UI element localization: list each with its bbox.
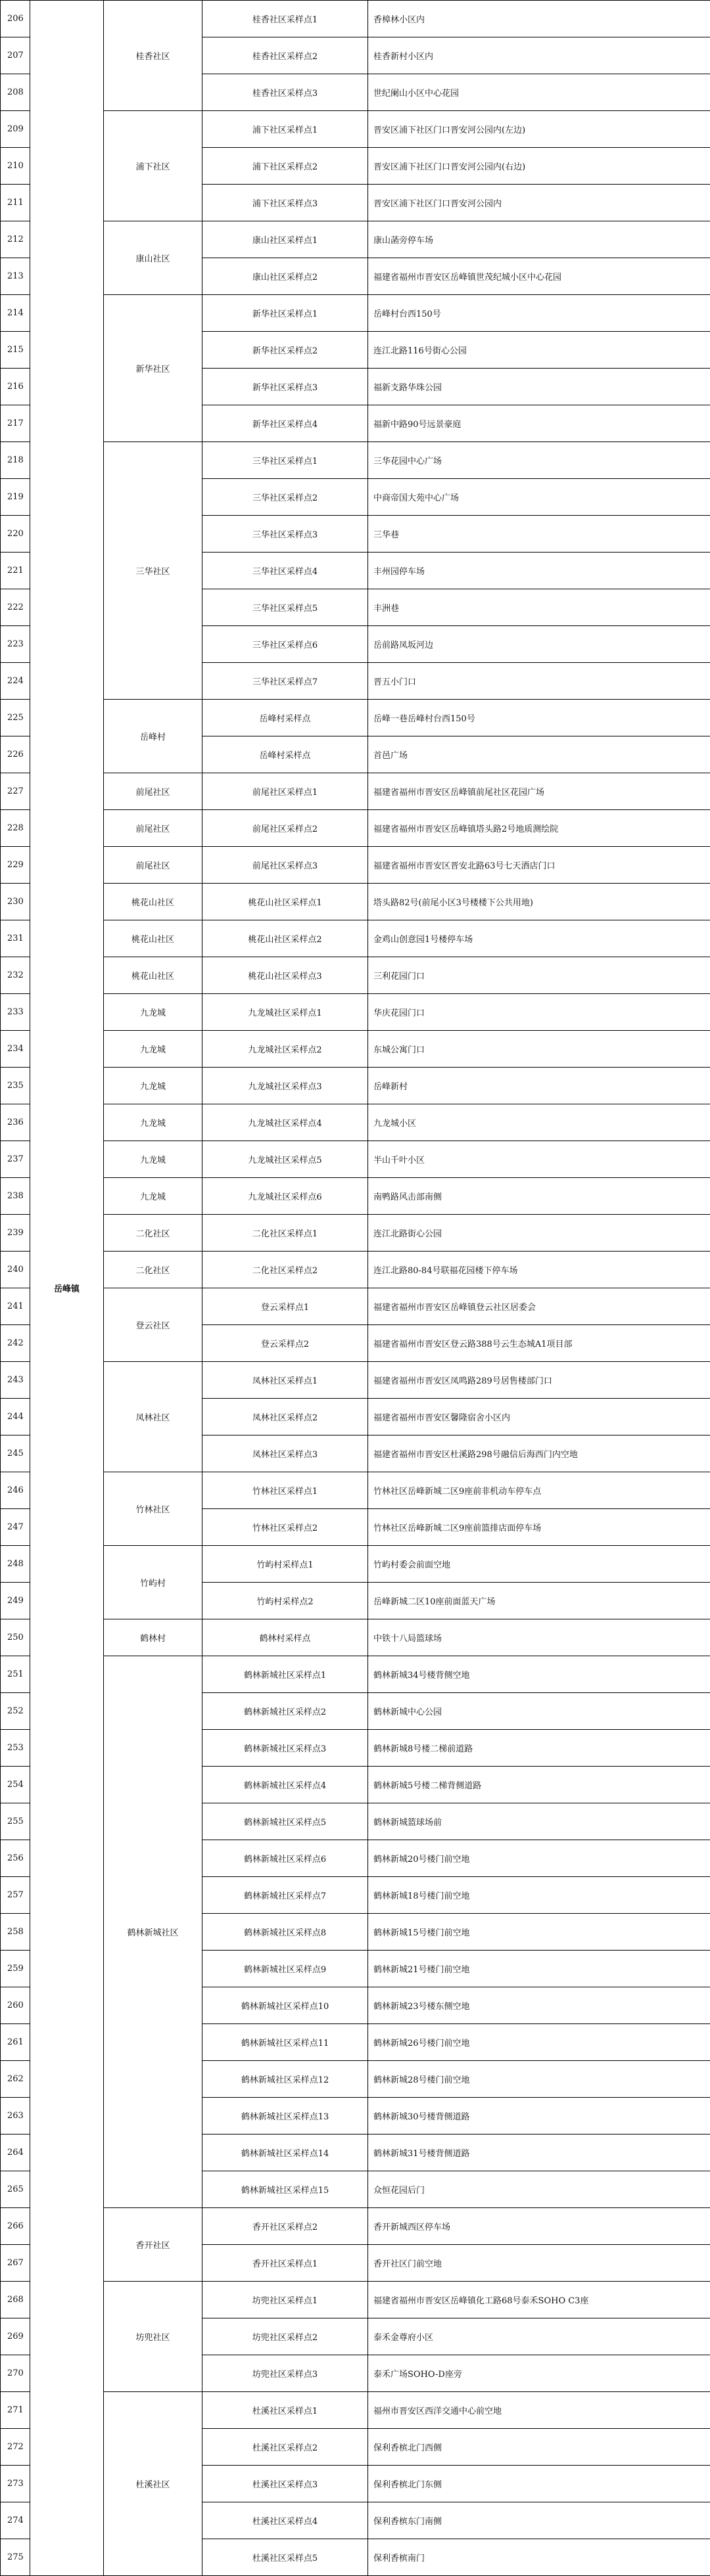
- sampling-site-cell: 三华社区采样点5: [202, 589, 368, 626]
- sampling-site-cell: 九龙城社区采样点4: [202, 1104, 368, 1141]
- table-row: [1, 1252, 710, 1288]
- address-cell: 华庆花园门口: [368, 994, 710, 1031]
- sampling-site-cell: 香开社区采样点1: [202, 2245, 368, 2282]
- row-number-cell: 232: [1, 957, 30, 994]
- table-row: [1, 442, 710, 479]
- row-number-cell: 258: [1, 1914, 30, 1951]
- row-number-cell: 270: [1, 2355, 30, 2392]
- row-number-cell: 209: [1, 111, 30, 148]
- address-cell: 鹤林新城23号楼东侧空地: [368, 1987, 710, 2024]
- row-number-cell: 267: [1, 2245, 30, 2282]
- table-row: [1, 221, 710, 258]
- sampling-site-cell: 前尾社区采样点3: [202, 847, 368, 884]
- sampling-site-cell: 杜溪社区采样点2: [202, 2429, 368, 2466]
- address-cell: 香开社区门前空地: [368, 2245, 710, 2282]
- address-cell: 塔头路82号(前尾小区3号楼楼下公共用地): [368, 884, 710, 920]
- sampling-site-cell: 九龙城社区采样点3: [202, 1068, 368, 1104]
- address-cell: 康山菡旁停车场: [368, 221, 710, 258]
- address-cell: 东城公寓门口: [368, 1031, 710, 1068]
- sampling-site-cell: 鹤林新城社区采样点8: [202, 1914, 368, 1951]
- address-cell: 鹤林新城21号楼门前空地: [368, 1951, 710, 1987]
- sampling-site-cell: 桂香社区采样点2: [202, 37, 368, 74]
- sampling-site-cell: 桃花山社区采样点1: [202, 884, 368, 920]
- sampling-site-cell: 凤林社区采样点3: [202, 1435, 368, 1472]
- table-row: [1, 1068, 710, 1104]
- community-cell: 竹屿村: [104, 1546, 202, 1619]
- address-cell: 鹤林新城20号楼门前空地: [368, 1840, 710, 1877]
- sampling-site-cell: 鹤林新城社区采样点13: [202, 2098, 368, 2135]
- address-cell: 三华花园中心广场: [368, 442, 710, 479]
- community-cell: 前尾社区: [104, 810, 202, 847]
- row-number-cell: 222: [1, 589, 30, 626]
- community-cell: 鹤林新城社区: [104, 1656, 202, 2208]
- address-cell: 福建省福州市晋安区馨隆宿舍小区内: [368, 1399, 710, 1435]
- table-row: [1, 1362, 710, 1399]
- row-number-cell: 236: [1, 1104, 30, 1141]
- sampling-site-cell: 三华社区采样点4: [202, 553, 368, 589]
- sampling-site-cell: 鹤林新城社区采样点12: [202, 2061, 368, 2098]
- address-cell: 福建省福州市晋安区岳峰镇世茂纪城小区中心花园: [368, 258, 710, 295]
- row-number-cell: 213: [1, 258, 30, 295]
- row-number-cell: 264: [1, 2135, 30, 2171]
- sampling-site-cell: 坊兜社区采样点2: [202, 2318, 368, 2355]
- row-number-cell: 251: [1, 1656, 30, 1693]
- row-number-cell: 229: [1, 847, 30, 884]
- address-cell: 保利香槟北门东侧: [368, 2466, 710, 2502]
- address-cell: 福建省福州市晋安区岳峰镇登云社区居委会: [368, 1288, 710, 1325]
- sampling-site-cell: 杜溪社区采样点5: [202, 2539, 368, 2576]
- sampling-site-cell: 竹屿村采样点1: [202, 1546, 368, 1583]
- community-cell: 香开社区: [104, 2208, 202, 2282]
- table-row: [1, 2282, 710, 2318]
- row-number-cell: 253: [1, 1730, 30, 1767]
- sampling-site-cell: 香开社区采样点2: [202, 2208, 368, 2245]
- community-cell: 康山社区: [104, 221, 202, 295]
- sampling-site-cell: 三华社区采样点3: [202, 516, 368, 553]
- address-cell: 泰禾金尊府小区: [368, 2318, 710, 2355]
- row-number-cell: 250: [1, 1619, 30, 1656]
- table-row: [1, 1178, 710, 1215]
- address-cell: 鹤林新城26号楼门前空地: [368, 2024, 710, 2061]
- address-cell: 连江北路街心公园: [368, 1215, 710, 1252]
- community-cell: 桃花山社区: [104, 957, 202, 994]
- address-cell: 香开新城西区停车场: [368, 2208, 710, 2245]
- community-cell: 九龙城: [104, 1031, 202, 1068]
- community-cell: 桃花山社区: [104, 884, 202, 920]
- row-number-cell: 271: [1, 2392, 30, 2429]
- row-number-cell: 230: [1, 884, 30, 920]
- community-cell: 前尾社区: [104, 847, 202, 884]
- address-cell: 岳峰新城二区10座前面蓝天广场: [368, 1583, 710, 1619]
- row-number-cell: 212: [1, 221, 30, 258]
- community-cell: 三华社区: [104, 442, 202, 700]
- address-cell: 众恒花园后门: [368, 2171, 710, 2208]
- row-number-cell: 214: [1, 295, 30, 332]
- row-number-cell: 218: [1, 442, 30, 479]
- address-cell: 南鸭路风击部南侧: [368, 1178, 710, 1215]
- row-number-cell: 254: [1, 1767, 30, 1803]
- sampling-site-cell: 鹤林新城社区采样点7: [202, 1877, 368, 1914]
- address-cell: 晋安区浦下社区门口晋安河公园内(右边): [368, 148, 710, 185]
- sampling-site-cell: 登云采样点1: [202, 1288, 368, 1325]
- address-cell: 连江北路116号街心公园: [368, 332, 710, 369]
- sampling-site-cell: 竹林社区采样点2: [202, 1509, 368, 1546]
- table-body: [1, 1, 710, 2576]
- table-row: [1, 2392, 710, 2429]
- sampling-site-cell: 杜溪社区采样点1: [202, 2392, 368, 2429]
- table-row: [1, 1141, 710, 1178]
- row-number-cell: 260: [1, 1987, 30, 2024]
- sampling-site-cell: 桂香社区采样点1: [202, 1, 368, 37]
- community-cell: 九龙城: [104, 1178, 202, 1215]
- sampling-site-cell: 三华社区采样点6: [202, 626, 368, 663]
- address-cell: 福新支路华珠公园: [368, 369, 710, 405]
- sampling-site-cell: 鹤林新城社区采样点9: [202, 1951, 368, 1987]
- sampling-site-cell: 鹤林村采样点: [202, 1619, 368, 1656]
- row-number-cell: 239: [1, 1215, 30, 1252]
- community-cell: 凤林社区: [104, 1362, 202, 1472]
- row-number-cell: 268: [1, 2282, 30, 2318]
- row-number-cell: 208: [1, 74, 30, 111]
- sampling-site-cell: 鹤林新城社区采样点10: [202, 1987, 368, 2024]
- sampling-site-cell: 凤林社区采样点2: [202, 1399, 368, 1435]
- table-row: [1, 1619, 710, 1656]
- table-row: [1, 700, 710, 736]
- row-number-cell: 265: [1, 2171, 30, 2208]
- sampling-site-cell: 九龙城社区采样点5: [202, 1141, 368, 1178]
- sampling-site-cell: 岳峰村采样点: [202, 736, 368, 773]
- table-row: [1, 1546, 710, 1583]
- sampling-site-cell: 新华社区采样点1: [202, 295, 368, 332]
- sampling-site-cell: 杜溪社区采样点3: [202, 2466, 368, 2502]
- sampling-site-cell: 九龙城社区采样点6: [202, 1178, 368, 1215]
- sampling-site-cell: 前尾社区采样点2: [202, 810, 368, 847]
- sampling-site-cell: 坊兜社区采样点1: [202, 2282, 368, 2318]
- sampling-site-cell: 九龙城社区采样点1: [202, 994, 368, 1031]
- row-number-cell: 272: [1, 2429, 30, 2466]
- row-number-cell: 245: [1, 1435, 30, 1472]
- address-cell: 晋五小门口: [368, 663, 710, 700]
- address-cell: 半山千叶小区: [368, 1141, 710, 1178]
- address-cell: 保利香槟东门南侧: [368, 2502, 710, 2539]
- row-number-cell: 273: [1, 2466, 30, 2502]
- sampling-site-cell: 新华社区采样点3: [202, 369, 368, 405]
- row-number-cell: 246: [1, 1472, 30, 1509]
- row-number-cell: 207: [1, 37, 30, 74]
- address-cell: 泰禾广场SOHO-D座旁: [368, 2355, 710, 2392]
- address-cell: 福建省福州市晋安区岳峰镇前尾社区花园广场: [368, 773, 710, 810]
- address-cell: 香樟林小区内: [368, 1, 710, 37]
- table-row: [1, 1215, 710, 1252]
- row-number-cell: 235: [1, 1068, 30, 1104]
- table-row: [1, 994, 710, 1031]
- row-number-cell: 206: [1, 1, 30, 37]
- row-number-cell: 238: [1, 1178, 30, 1215]
- table-row: [1, 810, 710, 847]
- address-cell: 鹤林新城5号楼二梯背侧道路: [368, 1767, 710, 1803]
- sampling-site-cell: 岳峰村采样点: [202, 700, 368, 736]
- sampling-site-cell: 鹤林新城社区采样点15: [202, 2171, 368, 2208]
- address-cell: 丰洲巷: [368, 589, 710, 626]
- sampling-site-cell: 鹤林新城社区采样点14: [202, 2135, 368, 2171]
- address-cell: 晋安区浦下社区门口晋安河公园内(左边): [368, 111, 710, 148]
- address-cell: 鹤林新城31号楼背侧道路: [368, 2135, 710, 2171]
- address-cell: 竹屿村委会前面空地: [368, 1546, 710, 1583]
- row-number-cell: 226: [1, 736, 30, 773]
- sampling-site-cell: 康山社区采样点2: [202, 258, 368, 295]
- sampling-site-cell: 新华社区采样点2: [202, 332, 368, 369]
- row-number-cell: 248: [1, 1546, 30, 1583]
- row-number-cell: 263: [1, 2098, 30, 2135]
- address-cell: 三利花园门口: [368, 957, 710, 994]
- address-cell: 岳峰村台西150号: [368, 295, 710, 332]
- row-number-cell: 234: [1, 1031, 30, 1068]
- sampling-site-cell: 新华社区采样点4: [202, 405, 368, 442]
- community-cell: 登云社区: [104, 1288, 202, 1362]
- row-number-cell: 216: [1, 369, 30, 405]
- address-cell: 福建省福州市晋安区岳峰镇塔头路2号地质测绘院: [368, 810, 710, 847]
- row-number-cell: 219: [1, 479, 30, 516]
- community-cell: 二化社区: [104, 1252, 202, 1288]
- table-row: [1, 1656, 710, 1693]
- community-cell: 桃花山社区: [104, 920, 202, 957]
- row-number-cell: 224: [1, 663, 30, 700]
- sampling-site-cell: 杜溪社区采样点4: [202, 2502, 368, 2539]
- community-cell: 前尾社区: [104, 773, 202, 810]
- row-number-cell: 227: [1, 773, 30, 810]
- row-number-cell: 252: [1, 1693, 30, 1730]
- sampling-site-cell: 三华社区采样点2: [202, 479, 368, 516]
- address-cell: 岳前路凤坂河边: [368, 626, 710, 663]
- row-number-cell: 274: [1, 2502, 30, 2539]
- row-number-cell: 242: [1, 1325, 30, 1362]
- address-cell: 首邑广场: [368, 736, 710, 773]
- row-number-cell: 244: [1, 1399, 30, 1435]
- community-cell: 桂香社区: [104, 1, 202, 111]
- row-number-cell: 220: [1, 516, 30, 553]
- address-cell: 三华巷: [368, 516, 710, 553]
- row-number-cell: 221: [1, 553, 30, 589]
- community-cell: 九龙城: [104, 1141, 202, 1178]
- row-number-cell: 257: [1, 1877, 30, 1914]
- community-cell: 浦下社区: [104, 111, 202, 221]
- address-cell: 福建省福州市晋安区杜溪路298号融信后海西门内空地: [368, 1435, 710, 1472]
- address-cell: 竹林社区岳峰新城二区9座前非机动车停车点: [368, 1472, 710, 1509]
- community-cell: 九龙城: [104, 1104, 202, 1141]
- address-cell: 福州市晋安区西洋交通中心前空地: [368, 2392, 710, 2429]
- community-cell: 杜溪社区: [104, 2392, 202, 2576]
- sampling-site-cell: 鹤林新城社区采样点5: [202, 1803, 368, 1840]
- row-number-cell: 241: [1, 1288, 30, 1325]
- sampling-site-cell: 鹤林新城社区采样点2: [202, 1693, 368, 1730]
- table-row: [1, 773, 710, 810]
- row-number-cell: 237: [1, 1141, 30, 1178]
- address-cell: 竹林社区岳峰新城二区9座前篮排店面停车场: [368, 1509, 710, 1546]
- address-cell: 晋安区浦下社区门口晋安河公园内: [368, 185, 710, 221]
- row-number-cell: 228: [1, 810, 30, 847]
- community-cell: 坊兜社区: [104, 2282, 202, 2392]
- sampling-site-cell: 鹤林新城社区采样点4: [202, 1767, 368, 1803]
- address-cell: 岳峰新村: [368, 1068, 710, 1104]
- row-number-cell: 259: [1, 1951, 30, 1987]
- sampling-site-cell: 前尾社区采样点1: [202, 773, 368, 810]
- address-cell: 连江北路80-84号联福花园楼下停车场: [368, 1252, 710, 1288]
- sampling-site-cell: 鹤林新城社区采样点3: [202, 1730, 368, 1767]
- sampling-site-cell: 桂香社区采样点3: [202, 74, 368, 111]
- row-number-cell: 211: [1, 185, 30, 221]
- sampling-site-cell: 鹤林新城社区采样点6: [202, 1840, 368, 1877]
- sampling-site-cell: 二化社区采样点1: [202, 1215, 368, 1252]
- sampling-site-cell: 二化社区采样点2: [202, 1252, 368, 1288]
- address-cell: 鹤林新城篮球场前: [368, 1803, 710, 1840]
- row-number-cell: 262: [1, 2061, 30, 2098]
- address-cell: 保利香槟南门: [368, 2539, 710, 2576]
- sampling-site-cell: 凤林社区采样点1: [202, 1362, 368, 1399]
- row-number-cell: 247: [1, 1509, 30, 1546]
- address-cell: 世纪阑山小区中心花园: [368, 74, 710, 111]
- address-cell: 福新中路90号远景豪庭: [368, 405, 710, 442]
- sampling-site-cell: 鹤林新城社区采样点11: [202, 2024, 368, 2061]
- sampling-site-cell: 浦下社区采样点2: [202, 148, 368, 185]
- sampling-site-cell: 康山社区采样点1: [202, 221, 368, 258]
- table-row: [1, 111, 710, 148]
- row-number-cell: 225: [1, 700, 30, 736]
- row-number-cell: 217: [1, 405, 30, 442]
- row-number-cell: 215: [1, 332, 30, 369]
- sampling-site-cell: 坊兜社区采样点3: [202, 2355, 368, 2392]
- address-cell: 鹤林新城28号楼门前空地: [368, 2061, 710, 2098]
- table-row: [1, 1104, 710, 1141]
- community-cell: 竹林社区: [104, 1472, 202, 1546]
- address-cell: 鹤林新城30号楼背侧道路: [368, 2098, 710, 2135]
- community-cell: 鹤林村: [104, 1619, 202, 1656]
- row-number-cell: 233: [1, 994, 30, 1031]
- row-number-cell: 261: [1, 2024, 30, 2061]
- row-number-cell: 223: [1, 626, 30, 663]
- address-cell: 中铁十八局篮球场: [368, 1619, 710, 1656]
- row-number-cell: 231: [1, 920, 30, 957]
- community-cell: 九龙城: [104, 994, 202, 1031]
- sampling-site-cell: 浦下社区采样点1: [202, 111, 368, 148]
- address-cell: 福建省福州市晋安区晋安北路63号七天酒店门口: [368, 847, 710, 884]
- table-row: [1, 1, 710, 37]
- table-row: [1, 1472, 710, 1509]
- sampling-site-cell: 竹屿村采样点2: [202, 1583, 368, 1619]
- address-cell: 九龙城小区: [368, 1104, 710, 1141]
- community-cell: 二化社区: [104, 1215, 202, 1252]
- table-row: [1, 920, 710, 957]
- address-cell: 金鸡山创意园1号楼停车场: [368, 920, 710, 957]
- row-number-cell: 243: [1, 1362, 30, 1399]
- table-row: [1, 847, 710, 884]
- address-cell: 岳峰一巷岳峰村台西150号: [368, 700, 710, 736]
- row-number-cell: 249: [1, 1583, 30, 1619]
- address-cell: 鹤林新城34号楼背侧空地: [368, 1656, 710, 1693]
- sampling-site-cell: 桃花山社区采样点3: [202, 957, 368, 994]
- address-cell: 鹤林新城8号楼二梯前道路: [368, 1730, 710, 1767]
- address-cell: 福建省福州市晋安区登云路388号云生态城A1项目部: [368, 1325, 710, 1362]
- town-cell: 岳峰镇: [30, 1, 104, 2576]
- table-row: [1, 1031, 710, 1068]
- address-cell: 福建省福州市晋安区岳峰镇化工路68号泰禾SOHO C3座: [368, 2282, 710, 2318]
- community-cell: 岳峰村: [104, 700, 202, 773]
- sampling-site-cell: 竹林社区采样点1: [202, 1472, 368, 1509]
- row-number-cell: 255: [1, 1803, 30, 1840]
- address-cell: 鹤林新城中心公园: [368, 1693, 710, 1730]
- address-cell: 保利香槟北门西侧: [368, 2429, 710, 2466]
- sampling-site-cell: 浦下社区采样点3: [202, 185, 368, 221]
- community-cell: 新华社区: [104, 295, 202, 442]
- table-row: [1, 1288, 710, 1325]
- address-cell: 鹤林新城18号楼门前空地: [368, 1877, 710, 1914]
- table-row: [1, 884, 710, 920]
- address-cell: 桂香新村小区内: [368, 37, 710, 74]
- row-number-cell: 210: [1, 148, 30, 185]
- table-row: [1, 2208, 710, 2245]
- address-cell: 鹤林新城15号楼门前空地: [368, 1914, 710, 1951]
- row-number-cell: 269: [1, 2318, 30, 2355]
- address-cell: 福建省福州市晋安区凤鸣路289号居售楼部门口: [368, 1362, 710, 1399]
- table-row: [1, 295, 710, 332]
- row-number-cell: 266: [1, 2208, 30, 2245]
- sampling-site-cell: 登云采样点2: [202, 1325, 368, 1362]
- sampling-site-cell: 鹤林新城社区采样点1: [202, 1656, 368, 1693]
- sampling-site-cell: 桃花山社区采样点2: [202, 920, 368, 957]
- row-number-cell: 275: [1, 2539, 30, 2576]
- row-number-cell: 240: [1, 1252, 30, 1288]
- sampling-site-cell: 三华社区采样点1: [202, 442, 368, 479]
- sampling-site-cell: 九龙城社区采样点2: [202, 1031, 368, 1068]
- table-row: [1, 957, 710, 994]
- address-cell: 丰州园停车场: [368, 553, 710, 589]
- address-cell: 中商帝国大苑中心广场: [368, 479, 710, 516]
- community-cell: 九龙城: [104, 1068, 202, 1104]
- row-number-cell: 256: [1, 1840, 30, 1877]
- sampling-site-cell: 三华社区采样点7: [202, 663, 368, 700]
